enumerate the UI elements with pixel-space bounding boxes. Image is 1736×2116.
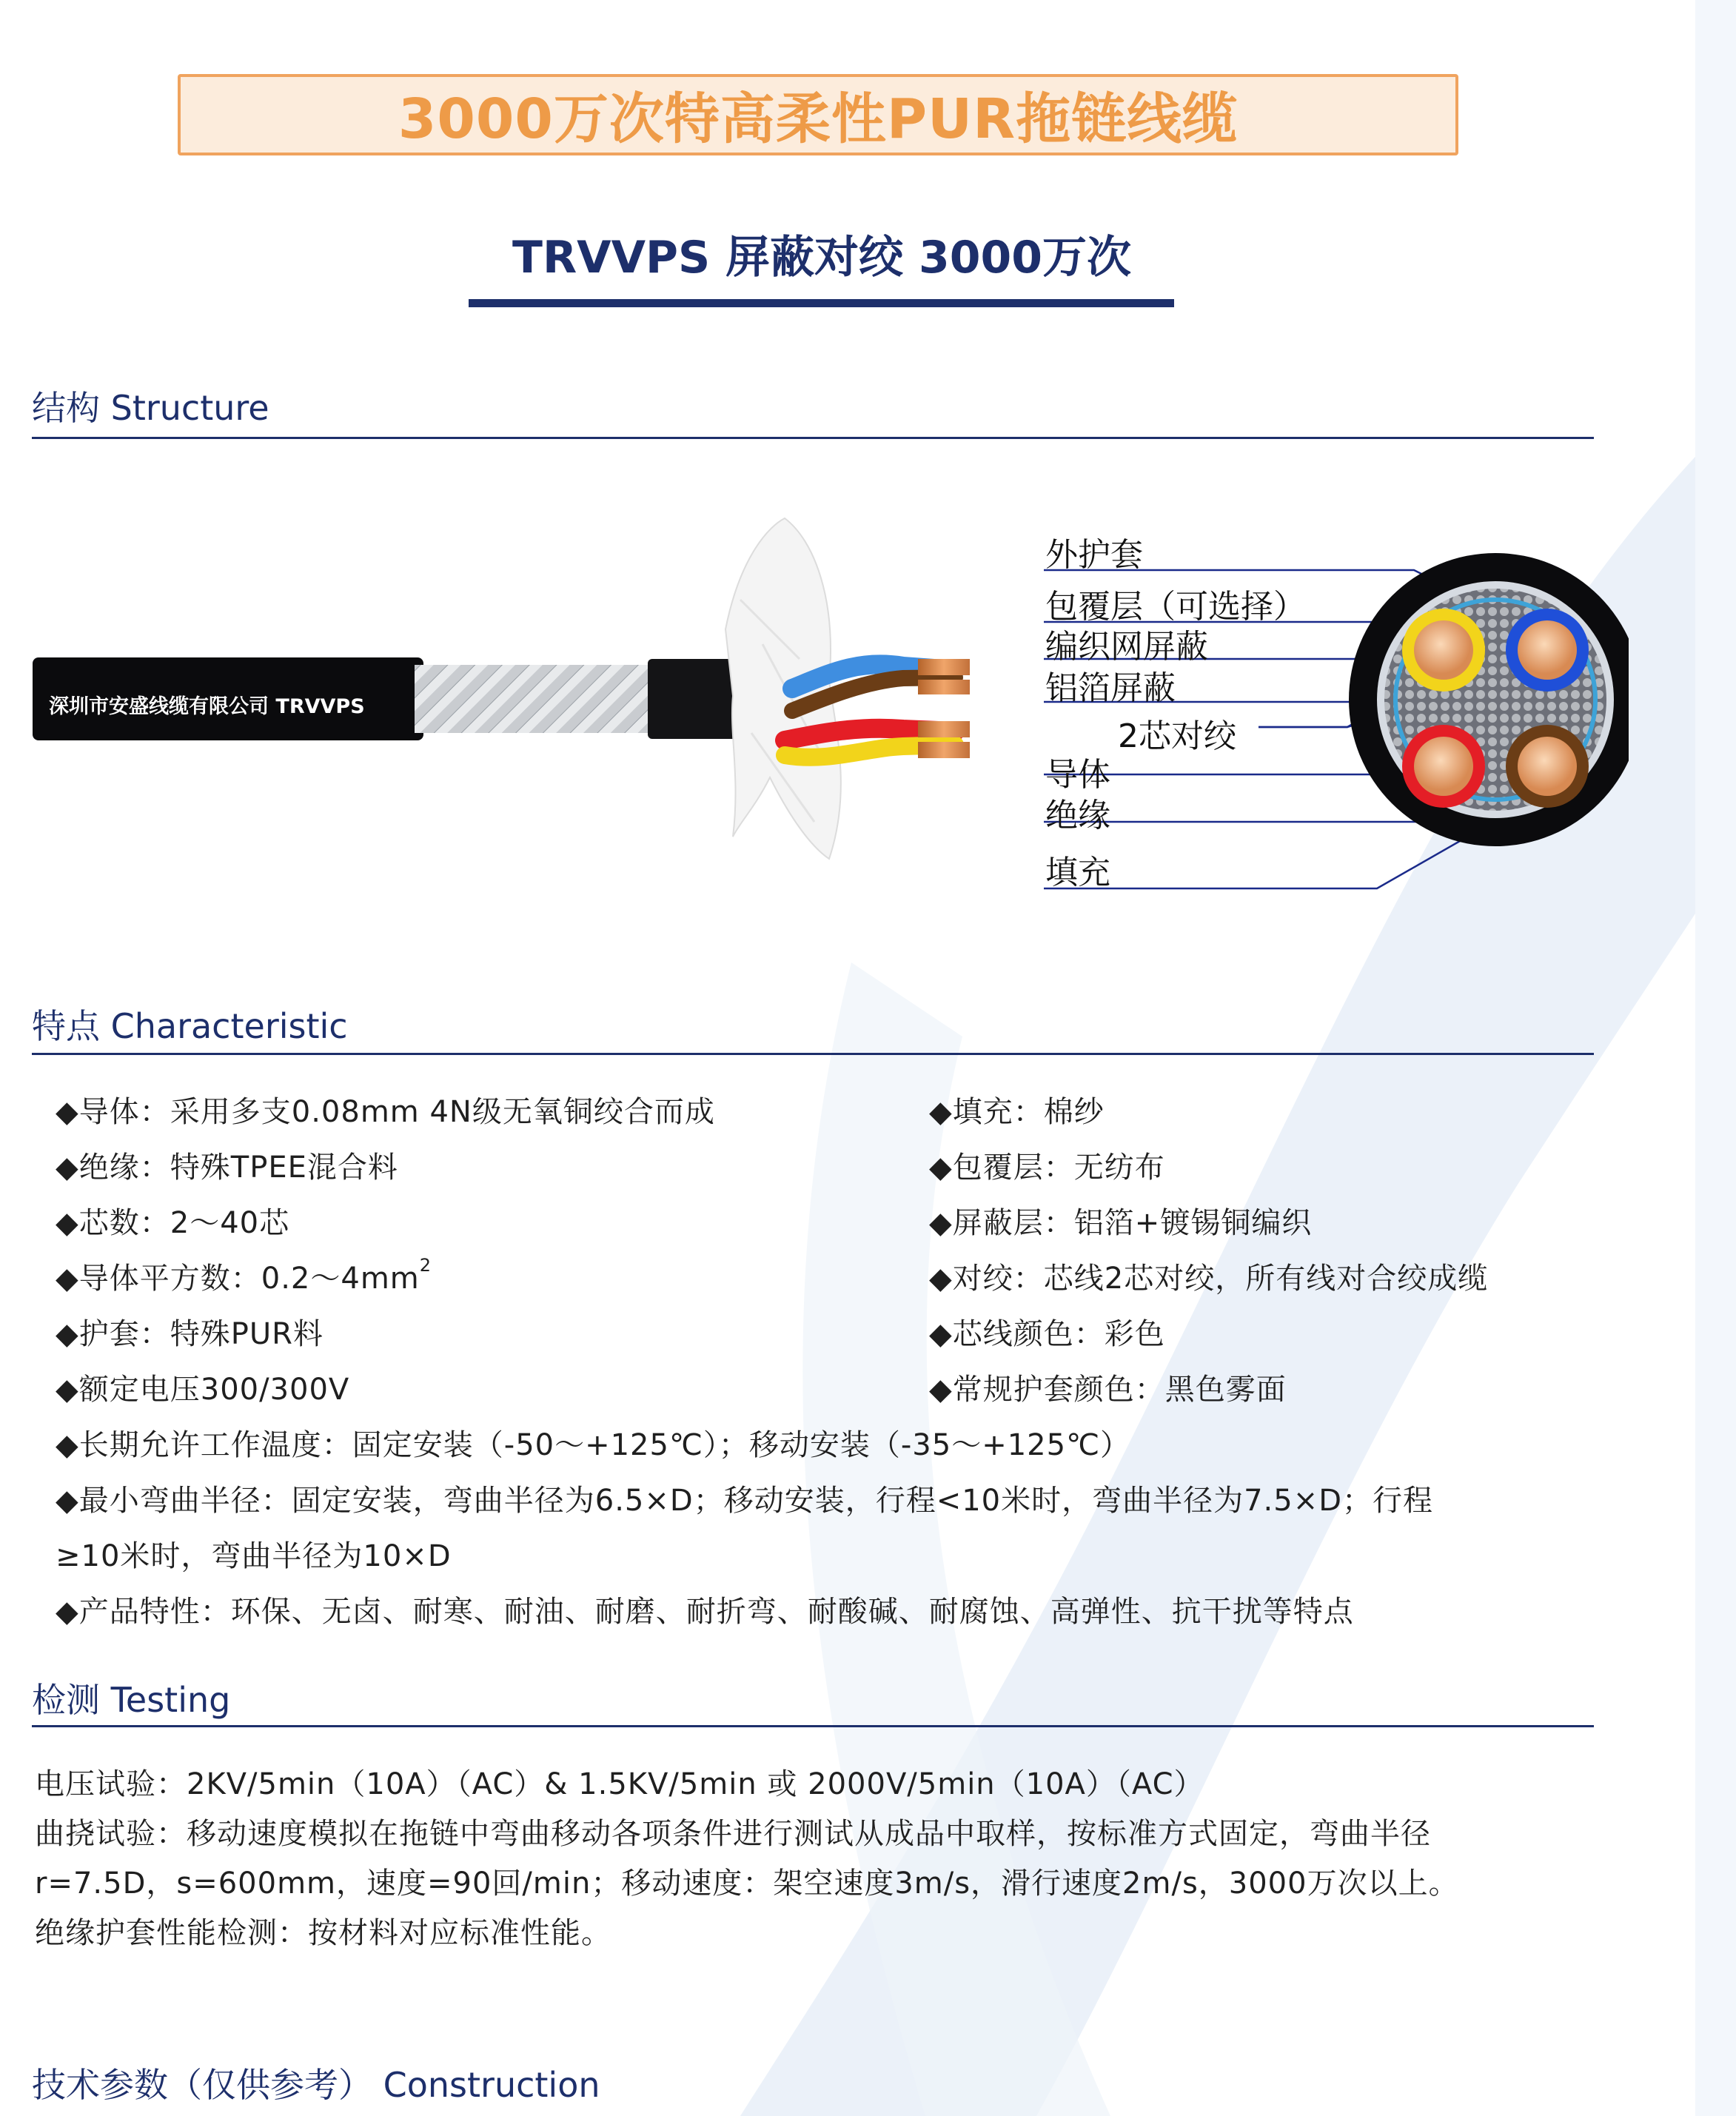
feature-sheath-color: ◆常规护套颜色：黑色雾面 — [929, 1373, 1287, 1407]
product-subtitle: TRVVPS 屏蔽对绞 3000万次 — [512, 232, 1131, 284]
label-conductor: 导体 — [1045, 756, 1110, 794]
feature-product-traits: ◆产品特性：环保、无卤、耐寒、耐油、耐磨、耐折弯、耐酸碱、耐腐蚀、高弹性、抗干扰等特点 — [56, 1595, 1354, 1629]
section-title-characteristic: 特点 Characteristic — [32, 1006, 348, 1046]
feature-bend-radius: ◆最小弯曲半径：固定安装，弯曲半径为6.5×D；移动安装，行程<10米时，弯曲半径为7.5×D；行程 — [56, 1484, 1434, 1518]
label-filler: 填充 — [1045, 854, 1110, 891]
feature-twisting: ◆对绞：芯线2芯对绞，所有线对合绞成缆 — [929, 1262, 1489, 1296]
feature-shield: ◆屏蔽层：铝箔+镀锡铜编织 — [929, 1206, 1313, 1240]
title-banner — [178, 74, 1458, 155]
subtitle-underline — [469, 299, 1174, 307]
banner-title: 3000万次特高柔性PUR拖链线缆 — [398, 87, 1239, 151]
feature-temperature: ◆长期允许工作温度：固定安装（-50～+125℃）；移动安装（-35～+125℃） — [56, 1428, 1130, 1462]
testing-flex: 曲挠试验：移动速度模拟在拖链中弯曲移动各项条件进行测试从成品中取样，按标准方式固定，弯曲半径 — [35, 1817, 1431, 1851]
area-superscript: 2 — [419, 1255, 432, 1276]
section-rule-testing — [32, 1725, 1594, 1727]
feature-bend-radius-cont: ≥10米时，弯曲半径为10×D — [56, 1539, 452, 1573]
feature-rated-voltage: ◆额定电压300/300V — [56, 1373, 350, 1407]
label-foil-shield: 铝箔屏蔽 — [1045, 669, 1176, 707]
feature-cross-section — [56, 1255, 432, 1297]
braid-shield — [415, 665, 681, 733]
cable-print-text: 深圳市安盛线缆有限公司 TRVVPS — [49, 695, 365, 718]
testing-voltage: 电压试验：2KV/5min（10A）（AC）& 1.5KV/5min 或 2000V/5min（10A）（AC） — [35, 1767, 1204, 1801]
feature-cross-section-text: ◆导体平方数：0.2～4mm — [56, 1262, 420, 1296]
label-outer-sheath: 外护套 — [1045, 536, 1143, 574]
cable-illustration — [30, 511, 999, 866]
feature-conductor: ◆导体：采用多支0.08mm 4N级无氧铜绞合而成 — [56, 1095, 715, 1129]
feature-filler: ◆填充：棉纱 — [929, 1095, 1105, 1129]
section-title-construction: 技术参数（仅供参考） Construction — [32, 2065, 600, 2105]
label-braid-shield: 编织网屏蔽 — [1045, 628, 1208, 666]
section-rule-characteristic — [32, 1053, 1594, 1055]
section-rule-structure — [32, 437, 1594, 439]
label-insulation: 绝缘 — [1045, 797, 1110, 834]
label-twisted-pair: 2芯对绞 — [1118, 717, 1236, 755]
feature-sheath: ◆护套：特殊PUR料 — [56, 1317, 324, 1351]
testing-flex-cont: r=7.5D，s=600mm，速度=90回/min；移动速度：架空速度3m/s，滑行速度2m/s，3000万次以上。 — [35, 1866, 1459, 1901]
feature-wrap: ◆包覆层：无纺布 — [929, 1151, 1165, 1185]
testing-insulation: 绝缘护套性能检测：按材料对应标准性能。 — [35, 1916, 611, 1950]
section-title-structure: 结构 Structure — [32, 388, 269, 428]
label-wrap-layer: 包覆层（可选择） — [1045, 588, 1306, 626]
feature-insulation: ◆绝缘：特殊TPEE混合料 — [56, 1151, 398, 1185]
feature-core-color: ◆芯线颜色：彩色 — [929, 1317, 1165, 1351]
feature-core-count: ◆芯数：2～40芯 — [56, 1206, 290, 1240]
section-title-testing: 检测 Testing — [32, 1680, 231, 1720]
